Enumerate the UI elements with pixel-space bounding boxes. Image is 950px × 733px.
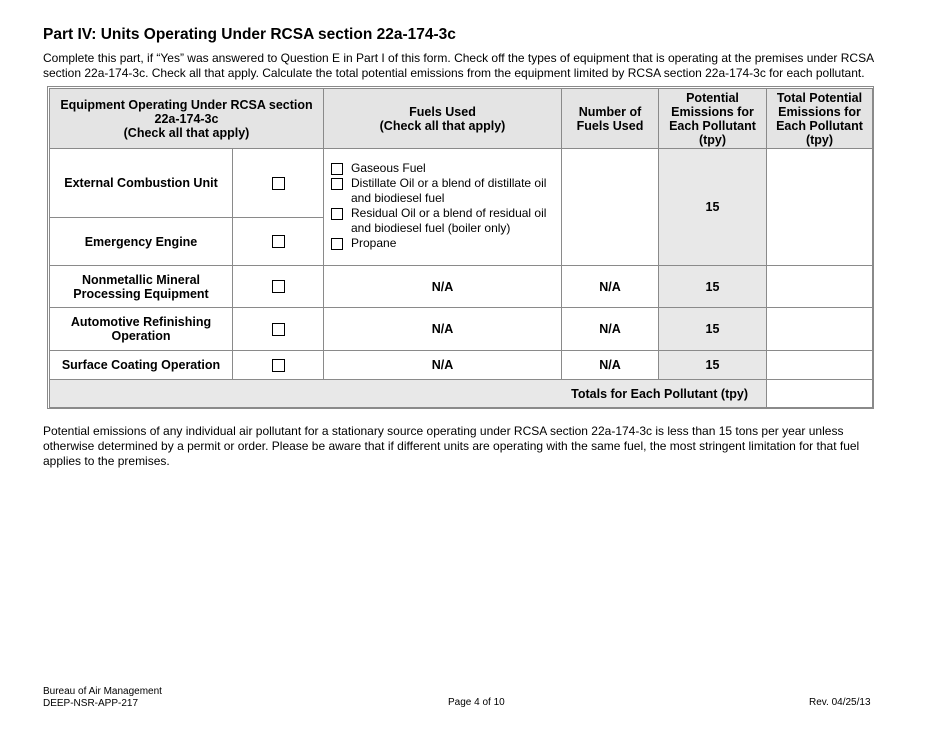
row-nonmetallic-label: Nonmetallic Mineral Processing Equipment	[49, 265, 233, 308]
row-nonmetallic-potential: 15	[658, 265, 767, 308]
instructions-text: Complete this part, if “Yes” was answered to Question E in Part I of this form. Check off the types of equipment that is operating at the premises under RCSA section 22a-174-3c. Check all that apply. Calculate the total potential emissions from the equipment limited by RCSA section 22a-174-3c for each pollutant.	[43, 51, 874, 80]
header-total-potential-emissions: Total Potential Emissions for Each Pollutant (tpy)	[766, 88, 873, 149]
gaseous-fuel-checkbox[interactable]	[331, 163, 343, 175]
nonmetallic-checkbox[interactable]	[272, 280, 285, 293]
row-nonmetallic-fuels: N/A	[323, 265, 562, 308]
fuel-option-label: Propane	[351, 236, 397, 250]
propane-checkbox[interactable]	[331, 238, 343, 250]
fuel-option	[331, 161, 555, 176]
header-potential-emissions: Potential Emissions for Each Pollutant (tpy)	[658, 88, 767, 149]
row-external-combustion-check-cell	[232, 148, 324, 218]
totals-input[interactable]	[766, 379, 873, 408]
row-nonmetallic-number: N/A	[561, 265, 659, 308]
emergency-engine-checkbox[interactable]	[272, 235, 285, 248]
row-automotive-fuels: N/A	[323, 307, 562, 351]
header-number-of-fuels: Number of Fuels Used	[561, 88, 659, 149]
row-surface-coating-label: Surface Coating Operation	[49, 350, 233, 380]
shared-potential-emissions: 15	[658, 148, 767, 266]
row-emergency-engine-check-cell	[232, 217, 324, 266]
page-title: Part IV: Units Operating Under RCSA section 22a-174-3c	[43, 26, 456, 43]
row-automotive-potential: 15	[658, 307, 767, 351]
row-surface-coating-check-cell	[232, 350, 324, 380]
row-surface-coating-potential: 15	[658, 350, 767, 380]
total-emissions-input-cell[interactable]	[766, 148, 873, 266]
fuels-options-cell	[323, 148, 562, 266]
row-emergency-engine-label: Emergency Engine	[49, 217, 233, 266]
row-surface-coating-total-input[interactable]	[766, 350, 873, 380]
row-nonmetallic-total-input[interactable]	[766, 265, 873, 308]
row-automotive-label: Automotive Refinishing Operation	[49, 307, 233, 351]
row-external-combustion-label: External Combustion Unit	[49, 148, 233, 218]
residual-oil-checkbox[interactable]	[331, 208, 343, 220]
automotive-checkbox[interactable]	[272, 323, 285, 336]
header-fuels-used: Fuels Used (Check all that apply)	[323, 88, 562, 149]
footer-page-number: Page 4 of 10	[448, 697, 505, 708]
fuel-option-label: Distillate Oil or a blend of distillate oil and biodiesel fuel	[351, 176, 547, 205]
footer-form-id: DEEP-NSR-APP-217	[43, 698, 139, 709]
number-of-fuels-input-cell[interactable]	[561, 148, 659, 266]
row-surface-coating-number: N/A	[561, 350, 659, 380]
surface-coating-checkbox[interactable]	[272, 359, 285, 372]
row-automotive-check-cell	[232, 307, 324, 351]
footer-revision: Rev. 04/25/13	[809, 697, 871, 708]
fuel-option-label: Residual Oil or a blend of residual oil and biodiesel fuel (boiler only)	[351, 206, 547, 235]
footer-org: Bureau of Air Management	[43, 686, 162, 697]
fuel-option	[331, 206, 555, 236]
distillate-oil-checkbox[interactable]	[331, 178, 343, 190]
emissions-note: Potential emissions of any individual air pollutant for a stationary source operating under RCSA section 22a-174-3c is less than 15 tons per year unless otherwise determined by a permit or order. Please be aware that if different units are operating with the same fuel, the most stringent limitation for that fuel applies to the premises.	[43, 424, 860, 468]
row-automotive-number: N/A	[561, 307, 659, 351]
totals-label: Totals for Each Pollutant (tpy)	[49, 379, 767, 408]
row-automotive-total-input[interactable]	[766, 307, 873, 351]
header-equipment: Equipment Operating Under RCSA section 22a-174-3c (Check all that apply)	[49, 88, 324, 149]
fuel-option-label: Gaseous Fuel	[351, 161, 426, 175]
row-nonmetallic-check-cell	[232, 265, 324, 308]
external-combustion-checkbox[interactable]	[272, 177, 285, 190]
fuel-option	[331, 236, 555, 251]
footer-left	[43, 686, 162, 710]
fuel-option	[331, 176, 555, 206]
row-surface-coating-fuels: N/A	[323, 350, 562, 380]
